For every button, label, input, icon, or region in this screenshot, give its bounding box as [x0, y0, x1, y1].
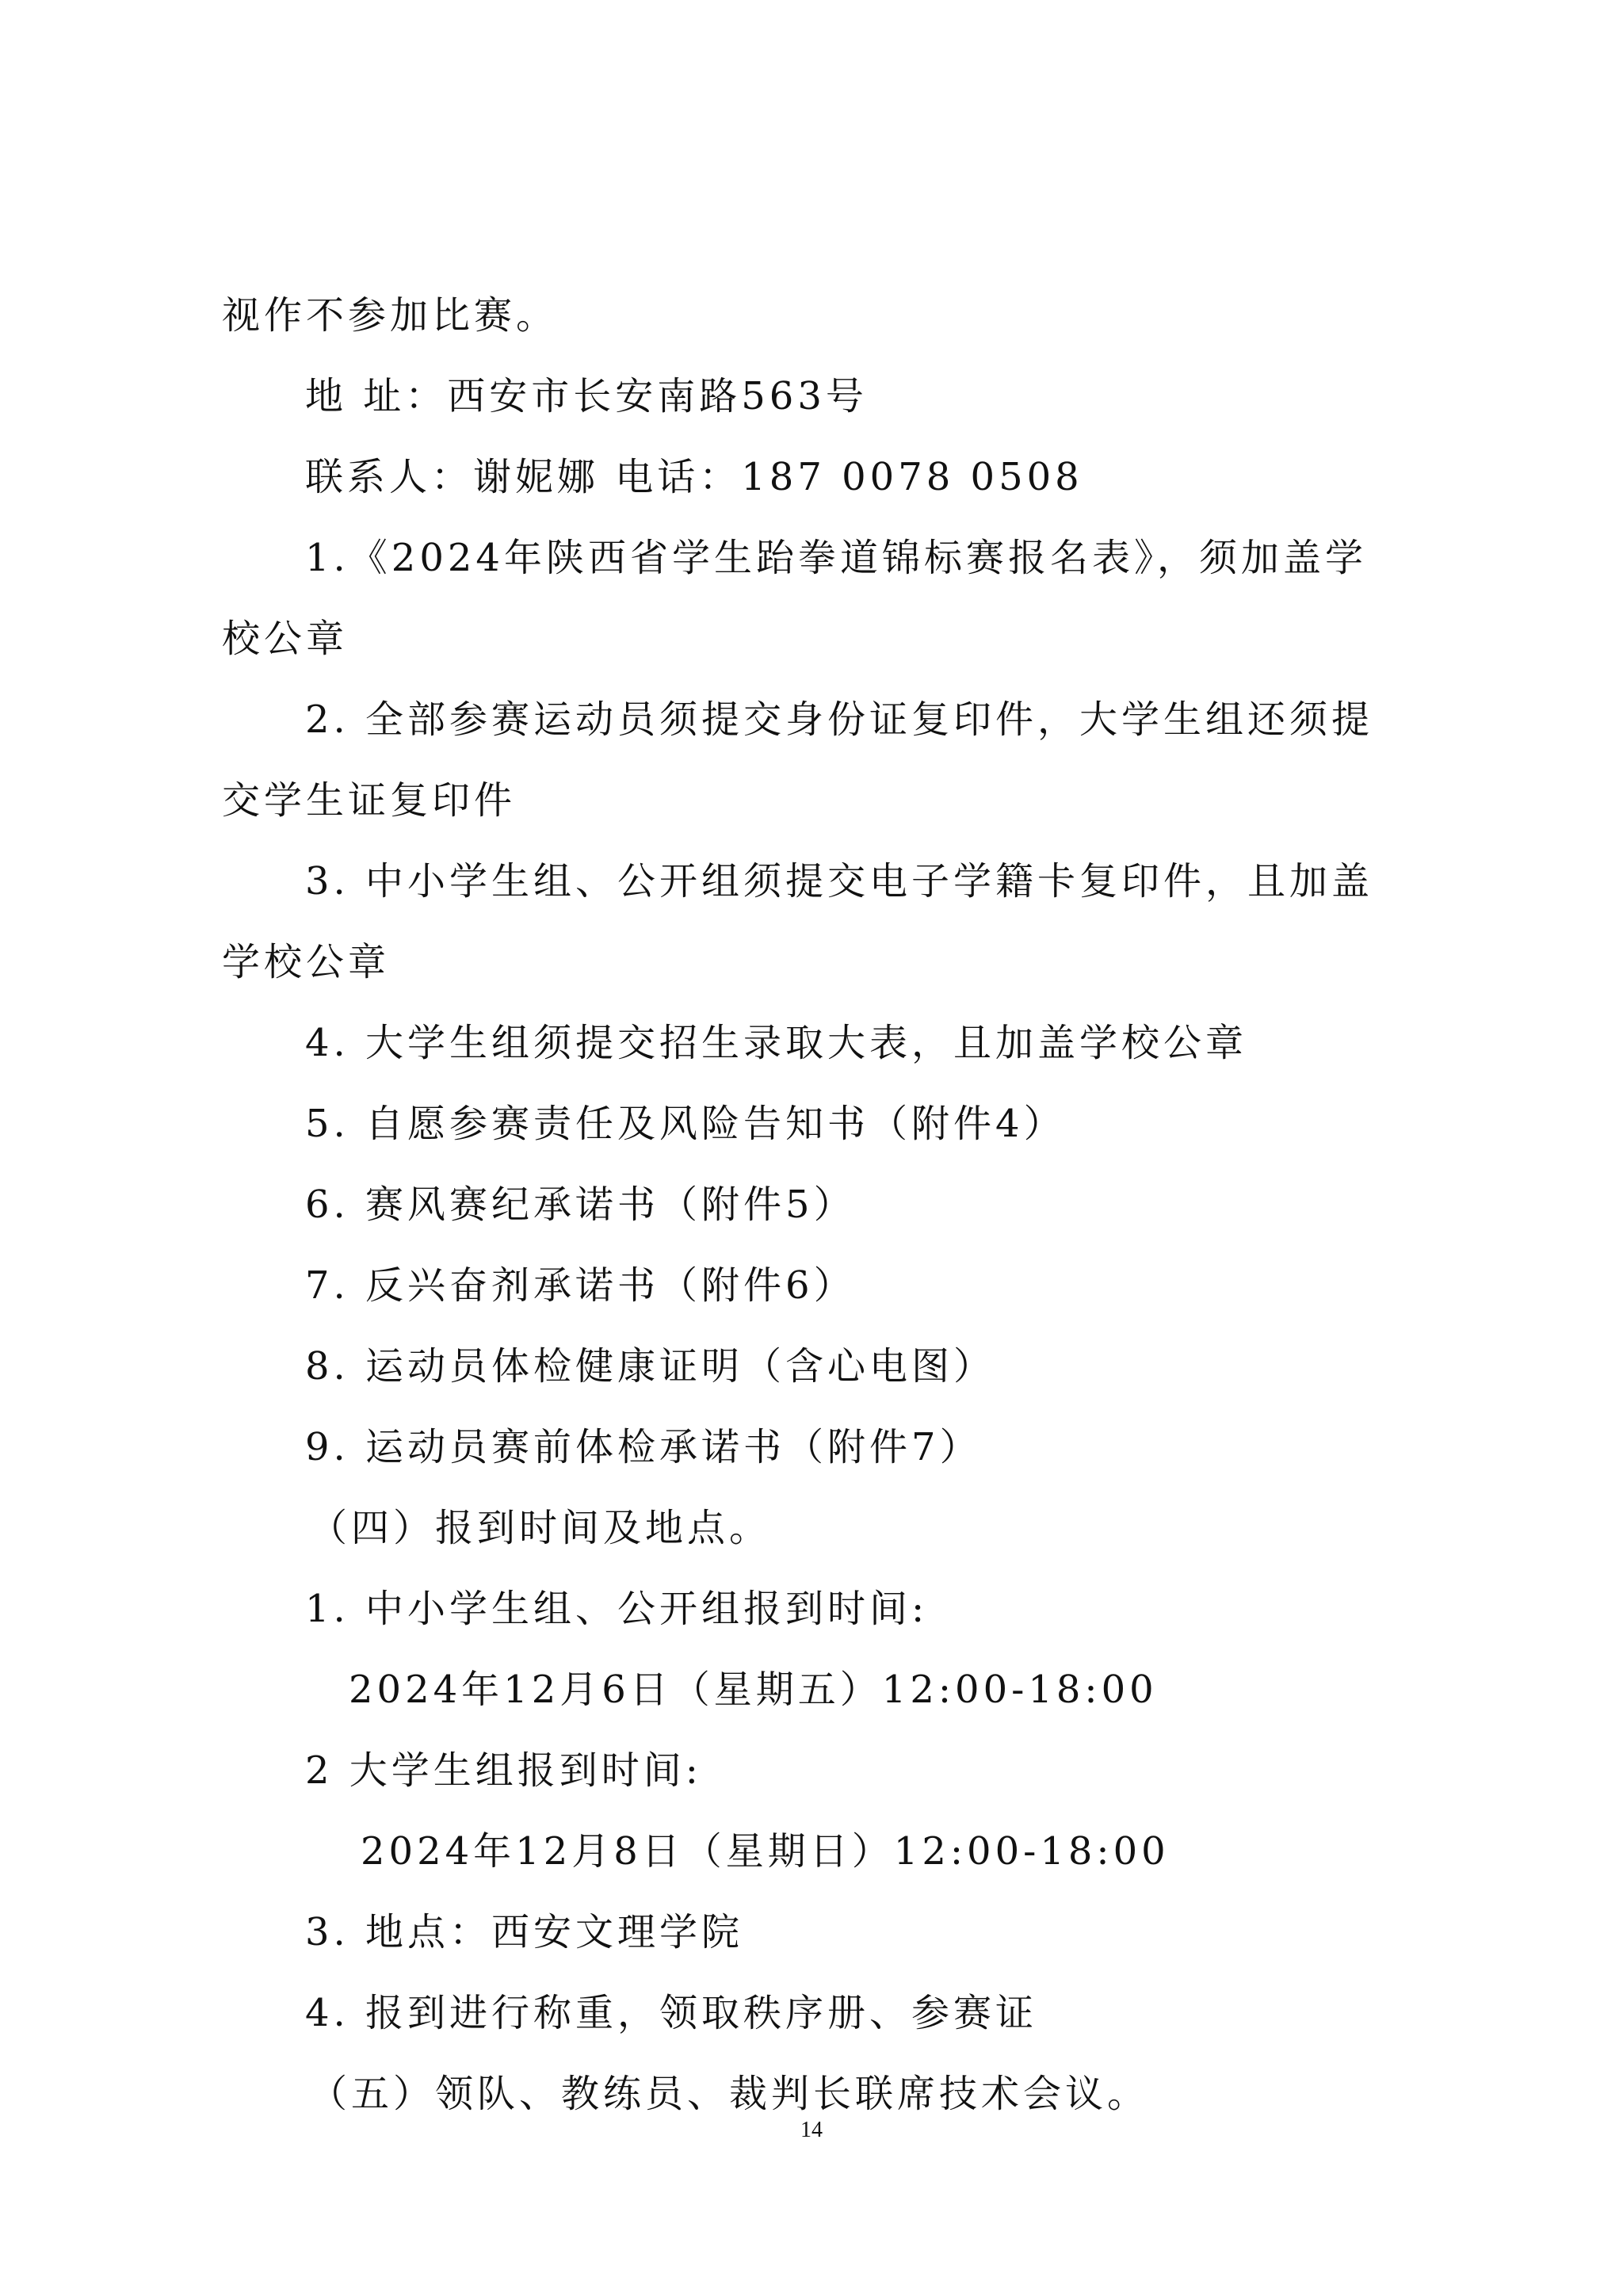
text-line-item-4: 4. 大学生组须提交招生录取大表，且加盖学校公章 — [305, 1021, 1248, 1065]
section-heading-meeting: （五）领队、教练员、裁判长联席技术会议。 — [309, 2072, 1150, 2116]
text-line-item-2: 2. 全部参赛运动员须提交身份证复印件，大学生组还须提 — [305, 697, 1374, 742]
text-line-item-3: 3. 中小学生组、公开组须提交电子学籍卡复印件，且加盖 — [305, 859, 1374, 904]
text-line-item-5: 5. 自愿参赛责任及风险告知书（附件4） — [305, 1102, 1066, 1146]
text-line-location: 3. 地点：西安文理学院 — [305, 1910, 744, 1954]
text-line-registration-2: 2 大学生组报到时间: — [305, 1748, 702, 1793]
text-line-registration-1: 1. 中小学生组、公开组报到时间: — [305, 1587, 929, 1631]
text-line-weigh-in: 4. 报到进行称重，领取秩序册、参赛证 — [305, 1991, 1038, 2035]
text-line-item-2-cont: 交学生证复印件 — [222, 778, 517, 823]
text-line-address: 地 址：西安市长安南路563号 — [305, 374, 868, 418]
text-line-item-1: 1.《2024年陕西省学生跆拳道锦标赛报名表》，须加盖学 — [305, 536, 1367, 580]
section-heading-registration: （四）报到时间及地点。 — [309, 1506, 772, 1550]
text-line-item-7: 7. 反兴奋剂承诺书（附件6） — [305, 1263, 856, 1308]
text-line-contact: 联系人：谢妮娜 电话：187 0078 0508 — [305, 455, 1083, 499]
text-line-item-6: 6. 赛风赛纪承诺书（附件5） — [305, 1182, 856, 1227]
page-number: 14 — [800, 2118, 823, 2142]
text-line-item-8: 8. 运动员体检健康证明（含心电图） — [305, 1344, 996, 1389]
text-line-registration-1-time: 2024年12月6日（星期五）12:00-18:00 — [349, 1668, 1158, 1712]
text-line-continuation: 视作不参加比赛。 — [222, 293, 559, 338]
text-line-registration-2-time: 2024年12月8日（星期日）12:00-18:00 — [361, 1829, 1170, 1874]
text-line-item-1-cont: 校公章 — [222, 617, 349, 661]
text-line-item-9: 9. 运动员赛前体检承诺书（附件7） — [305, 1425, 982, 1469]
text-line-item-3-cont: 学校公章 — [222, 940, 391, 984]
